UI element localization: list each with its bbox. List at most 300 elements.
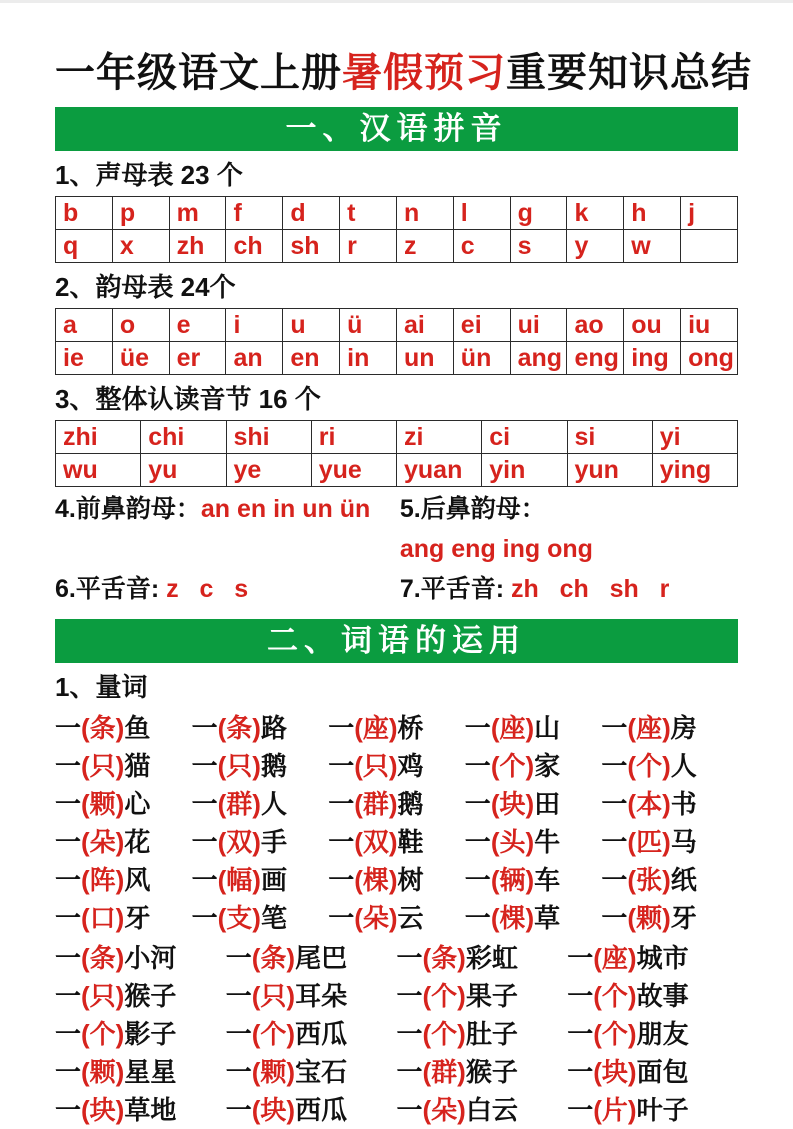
pinyin-cell: t bbox=[340, 197, 397, 230]
measure-word-item bbox=[465, 785, 602, 823]
pinyin-cell: g bbox=[510, 197, 567, 230]
pinyin-cell: ri bbox=[311, 421, 396, 454]
note-value: ang eng ing ong bbox=[399, 535, 593, 563]
measure-word-item bbox=[55, 1053, 226, 1091]
mw-measure: (颗) bbox=[81, 789, 125, 819]
mw-noun: 鞋 bbox=[397, 827, 424, 857]
mw-noun: 尾巴 bbox=[295, 943, 348, 973]
pinyin-cell: i bbox=[226, 309, 283, 342]
mw-prefix: 一 bbox=[396, 1019, 423, 1049]
mw-measure: (个) bbox=[593, 1019, 637, 1049]
mw-measure: (个) bbox=[251, 1019, 296, 1049]
pinyin-cell: zhi bbox=[56, 421, 141, 454]
measure-word-item bbox=[397, 977, 568, 1015]
mw-prefix: 一 bbox=[601, 751, 628, 781]
pinyin-cell: yun bbox=[567, 454, 652, 487]
note-row bbox=[55, 491, 738, 571]
mw-noun: 纸 bbox=[670, 865, 697, 895]
note-flat-tongue bbox=[55, 571, 400, 611]
mw-measure: (颗) bbox=[251, 1057, 296, 1087]
mw-measure: (座) bbox=[593, 943, 637, 973]
pinyin-cell: en bbox=[283, 342, 340, 375]
mw-noun: 人 bbox=[670, 751, 697, 781]
measure-word-item bbox=[328, 747, 465, 785]
measure-word-item bbox=[226, 977, 397, 1015]
measure-word-item bbox=[192, 823, 329, 861]
mw-noun: 车 bbox=[534, 865, 561, 895]
mw-measure: (块) bbox=[81, 1095, 125, 1125]
measure-word-item bbox=[601, 709, 738, 747]
mw-noun: 朋友 bbox=[636, 1019, 689, 1049]
mw-noun: 小河 bbox=[124, 943, 177, 973]
mw-measure: (块) bbox=[490, 789, 535, 819]
mw-measure: (座) bbox=[627, 713, 671, 743]
mw-prefix: 一 bbox=[601, 903, 628, 933]
measure-word-row bbox=[55, 977, 738, 1015]
mw-measure: (条) bbox=[81, 943, 125, 973]
note-label: 6.平舌音: bbox=[55, 575, 167, 603]
mw-measure: (匹) bbox=[627, 827, 671, 857]
measure-word-item bbox=[226, 939, 397, 977]
mw-prefix: 一 bbox=[464, 903, 491, 933]
mw-measure: (个) bbox=[490, 751, 535, 781]
pinyin-cell: u bbox=[283, 309, 340, 342]
mw-measure: (棵) bbox=[354, 865, 398, 895]
mw-noun: 草 bbox=[534, 903, 561, 933]
document-page bbox=[0, 49, 793, 1129]
measure-word-item bbox=[328, 785, 465, 823]
mw-prefix: 一 bbox=[396, 1057, 423, 1087]
measure-word-item bbox=[397, 939, 568, 977]
mw-noun: 影子 bbox=[124, 1019, 177, 1049]
table-row bbox=[56, 421, 738, 454]
measure-word-item bbox=[601, 899, 738, 937]
mw-measure: (个) bbox=[593, 981, 637, 1011]
mw-prefix: 一 bbox=[55, 865, 82, 895]
mw-noun: 牙 bbox=[670, 903, 697, 933]
pinyin-cell: ing bbox=[624, 342, 681, 375]
pinyin-cell bbox=[681, 230, 738, 263]
mw-noun: 马 bbox=[670, 827, 697, 857]
mw-prefix: 一 bbox=[225, 981, 252, 1011]
mw-measure: (辆) bbox=[490, 865, 535, 895]
measure-word-item bbox=[55, 1015, 226, 1053]
mw-measure: (座) bbox=[354, 713, 398, 743]
mw-prefix: 一 bbox=[55, 903, 82, 933]
mw-prefix: 一 bbox=[601, 827, 628, 857]
mw-measure: (条) bbox=[422, 943, 466, 973]
pinyin-cell: üe bbox=[112, 342, 169, 375]
mw-prefix: 一 bbox=[55, 789, 82, 819]
measure-word-item bbox=[567, 1015, 738, 1053]
mw-measure: (头) bbox=[490, 827, 535, 857]
initials-table bbox=[55, 196, 738, 263]
mw-measure: (只) bbox=[217, 751, 261, 781]
mw-prefix: 一 bbox=[225, 1095, 252, 1125]
note-value: zh ch sh r bbox=[511, 575, 670, 603]
mw-prefix: 一 bbox=[328, 713, 355, 743]
measure-word-item bbox=[328, 861, 465, 899]
measure-word-item bbox=[55, 785, 192, 823]
measure-word-grid-5col bbox=[55, 709, 738, 937]
heading-syllables: 3、整体认读音节 16 个 bbox=[55, 384, 321, 414]
mw-prefix: 一 bbox=[601, 865, 628, 895]
mw-measure: (个) bbox=[422, 981, 466, 1011]
measure-word-item bbox=[465, 861, 602, 899]
mw-prefix: 一 bbox=[328, 751, 355, 781]
mw-noun: 书 bbox=[670, 789, 697, 819]
table-row bbox=[56, 309, 738, 342]
pinyin-cell: ch bbox=[226, 230, 283, 263]
mw-measure: (群) bbox=[422, 1057, 466, 1087]
pinyin-cell: ye bbox=[226, 454, 311, 487]
table-row bbox=[56, 197, 738, 230]
measure-word-item bbox=[567, 939, 738, 977]
mw-prefix: 一 bbox=[328, 827, 355, 857]
mw-noun: 田 bbox=[534, 789, 561, 819]
mw-prefix: 一 bbox=[55, 1019, 82, 1049]
pinyin-cell: ai bbox=[396, 309, 453, 342]
mw-measure: (个) bbox=[81, 1019, 125, 1049]
measure-word-item bbox=[55, 899, 192, 937]
mw-noun: 面包 bbox=[636, 1057, 689, 1087]
page-top-edge bbox=[0, 0, 793, 3]
mw-measure: (块) bbox=[593, 1057, 637, 1087]
mw-noun: 牛 bbox=[534, 827, 561, 857]
pinyin-cell: yu bbox=[141, 454, 226, 487]
mw-prefix: 一 bbox=[464, 865, 491, 895]
pinyin-cell: r bbox=[340, 230, 397, 263]
pinyin-cell: w bbox=[624, 230, 681, 263]
pinyin-cell: ying bbox=[652, 454, 737, 487]
mw-prefix: 一 bbox=[328, 903, 355, 933]
measure-word-item bbox=[465, 747, 602, 785]
mw-prefix: 一 bbox=[225, 1019, 252, 1049]
pinyin-cell: ü bbox=[340, 309, 397, 342]
mw-noun: 人 bbox=[260, 789, 287, 819]
heading-measure-words: 1、量词 bbox=[55, 672, 148, 702]
note-label: 4.前鼻韵母： bbox=[55, 495, 201, 523]
mw-measure: (口) bbox=[81, 903, 125, 933]
measure-word-item bbox=[226, 1053, 397, 1091]
mw-prefix: 一 bbox=[55, 827, 82, 857]
mw-measure: (群) bbox=[217, 789, 261, 819]
heading-finals: 2、韵母表 24个 bbox=[55, 272, 236, 302]
mw-measure: (本) bbox=[627, 789, 671, 819]
note-back-nasal bbox=[400, 491, 738, 571]
pinyin-cell: un bbox=[396, 342, 453, 375]
mw-noun: 耳朵 bbox=[295, 981, 348, 1011]
mw-prefix: 一 bbox=[601, 789, 628, 819]
mw-prefix: 一 bbox=[55, 1095, 82, 1125]
pinyin-cell: yue bbox=[311, 454, 396, 487]
mw-prefix: 一 bbox=[567, 1057, 594, 1087]
mw-noun: 肚子 bbox=[465, 1019, 518, 1049]
measure-word-row bbox=[55, 939, 738, 977]
measure-word-row bbox=[55, 823, 738, 861]
mw-measure: (只) bbox=[251, 981, 296, 1011]
mw-measure: (个) bbox=[627, 751, 671, 781]
mw-measure: (棵) bbox=[490, 903, 535, 933]
mw-noun: 房 bbox=[670, 713, 697, 743]
measure-word-item bbox=[55, 1091, 226, 1129]
note-value: an en in un ün bbox=[200, 495, 371, 523]
section-banner-pinyin: 一、汉语拼音 bbox=[55, 107, 738, 151]
measure-word-item bbox=[55, 747, 192, 785]
mw-noun: 叶子 bbox=[636, 1095, 689, 1125]
measure-word-row bbox=[55, 1015, 738, 1053]
measure-word-item bbox=[192, 899, 329, 937]
measure-word-item bbox=[328, 899, 465, 937]
measure-word-row bbox=[55, 861, 738, 899]
mw-measure: (阵) bbox=[81, 865, 125, 895]
pinyin-cell: b bbox=[56, 197, 113, 230]
measure-word-item bbox=[465, 709, 602, 747]
pinyin-cell: k bbox=[567, 197, 624, 230]
mw-prefix: 一 bbox=[396, 1095, 423, 1125]
mw-measure: (片) bbox=[593, 1095, 637, 1125]
measure-word-item bbox=[601, 861, 738, 899]
title-highlight: 暑假预习 bbox=[342, 51, 506, 95]
pinyin-cell: a bbox=[56, 309, 113, 342]
mw-prefix: 一 bbox=[464, 789, 491, 819]
mw-noun: 手 bbox=[260, 827, 287, 857]
pinyin-cell: d bbox=[283, 197, 340, 230]
measure-word-item bbox=[55, 709, 192, 747]
mw-measure: (张) bbox=[627, 865, 671, 895]
mw-measure: (支) bbox=[217, 903, 261, 933]
mw-prefix: 一 bbox=[328, 789, 355, 819]
mw-measure: (条) bbox=[217, 713, 261, 743]
pinyin-cell: m bbox=[169, 197, 226, 230]
pinyin-cell: p bbox=[112, 197, 169, 230]
mw-noun: 心 bbox=[124, 789, 151, 819]
pinyin-cell: yuan bbox=[397, 454, 482, 487]
measure-word-item bbox=[328, 823, 465, 861]
measure-word-grid-4col bbox=[55, 939, 738, 1129]
mw-noun: 故事 bbox=[636, 981, 689, 1011]
note-label: 5.后鼻韵母： bbox=[399, 495, 546, 523]
pinyin-cell: ün bbox=[453, 342, 510, 375]
title-prefix: 一年级语文上册 bbox=[55, 51, 342, 95]
mw-prefix: 一 bbox=[464, 713, 491, 743]
mw-measure: (只) bbox=[81, 751, 125, 781]
measure-word-item bbox=[192, 785, 329, 823]
mw-noun: 星星 bbox=[124, 1057, 177, 1087]
pinyin-cell: ci bbox=[482, 421, 567, 454]
note-front-nasal bbox=[55, 491, 400, 571]
mw-prefix: 一 bbox=[464, 827, 491, 857]
mw-prefix: 一 bbox=[191, 827, 218, 857]
mw-noun: 宝石 bbox=[295, 1057, 348, 1087]
pinyin-cell: s bbox=[510, 230, 567, 263]
mw-measure: (幅) bbox=[217, 865, 261, 895]
measure-word-item bbox=[397, 1053, 568, 1091]
mw-prefix: 一 bbox=[191, 865, 218, 895]
mw-measure: (座) bbox=[490, 713, 535, 743]
measure-word-item bbox=[465, 899, 602, 937]
mw-measure: (只) bbox=[354, 751, 398, 781]
measure-word-item bbox=[192, 861, 329, 899]
pinyin-cell: an bbox=[226, 342, 283, 375]
measure-word-item bbox=[601, 823, 738, 861]
mw-prefix: 一 bbox=[191, 751, 218, 781]
title-suffix: 重要知识总结 bbox=[506, 51, 752, 95]
mw-prefix: 一 bbox=[396, 981, 423, 1011]
measure-word-item bbox=[192, 709, 329, 747]
mw-noun: 画 bbox=[260, 865, 287, 895]
mw-measure: (块) bbox=[251, 1095, 296, 1125]
mw-measure: (朵) bbox=[81, 827, 125, 857]
mw-noun: 鸡 bbox=[397, 751, 424, 781]
mw-noun: 云 bbox=[397, 903, 424, 933]
table-row bbox=[56, 230, 738, 263]
mw-measure: (双) bbox=[354, 827, 398, 857]
pinyin-cell: ou bbox=[624, 309, 681, 342]
measure-word-item bbox=[465, 823, 602, 861]
pinyin-cell: yin bbox=[482, 454, 567, 487]
measure-word-item bbox=[601, 747, 738, 785]
pinyin-cell: eng bbox=[567, 342, 624, 375]
mw-prefix: 一 bbox=[328, 865, 355, 895]
mw-noun: 鹅 bbox=[260, 751, 287, 781]
mw-noun: 城市 bbox=[636, 943, 689, 973]
measure-word-item bbox=[567, 977, 738, 1015]
pinyin-cell: ao bbox=[567, 309, 624, 342]
mw-measure: (只) bbox=[81, 981, 125, 1011]
mw-measure: (条) bbox=[251, 943, 296, 973]
measure-word-item bbox=[328, 709, 465, 747]
pinyin-cell: shi bbox=[226, 421, 311, 454]
measure-word-row bbox=[55, 899, 738, 937]
pinyin-cell: er bbox=[169, 342, 226, 375]
pinyin-notes bbox=[55, 491, 738, 611]
mw-noun: 树 bbox=[397, 865, 424, 895]
pinyin-cell: iu bbox=[681, 309, 738, 342]
mw-prefix: 一 bbox=[396, 943, 423, 973]
measure-word-item bbox=[567, 1053, 738, 1091]
measure-word-item bbox=[55, 977, 226, 1015]
mw-measure: (群) bbox=[354, 789, 398, 819]
mw-prefix: 一 bbox=[567, 1095, 594, 1125]
mw-measure: (颗) bbox=[81, 1057, 125, 1087]
mw-prefix: 一 bbox=[191, 789, 218, 819]
pinyin-cell: ei bbox=[453, 309, 510, 342]
measure-word-row bbox=[55, 1091, 738, 1129]
measure-word-item bbox=[567, 1091, 738, 1129]
mw-prefix: 一 bbox=[55, 943, 82, 973]
mw-measure: (条) bbox=[81, 713, 125, 743]
mw-noun: 鹅 bbox=[397, 789, 424, 819]
measure-word-item bbox=[55, 861, 192, 899]
note-curled-tongue bbox=[400, 571, 738, 611]
mw-noun: 草地 bbox=[124, 1095, 177, 1125]
pinyin-cell: wu bbox=[56, 454, 141, 487]
mw-noun: 路 bbox=[260, 713, 287, 743]
measure-word-item bbox=[192, 747, 329, 785]
mw-noun: 牙 bbox=[124, 903, 151, 933]
pinyin-cell: sh bbox=[283, 230, 340, 263]
mw-noun: 西瓜 bbox=[295, 1019, 348, 1049]
pinyin-cell: ang bbox=[510, 342, 567, 375]
measure-word-row bbox=[55, 785, 738, 823]
mw-noun: 果子 bbox=[465, 981, 518, 1011]
mw-noun: 彩虹 bbox=[465, 943, 518, 973]
measure-word-item bbox=[397, 1015, 568, 1053]
note-value: z c s bbox=[166, 575, 249, 603]
mw-noun: 桥 bbox=[397, 713, 424, 743]
pinyin-cell: ui bbox=[510, 309, 567, 342]
pinyin-cell: z bbox=[396, 230, 453, 263]
table-row bbox=[56, 342, 738, 375]
measure-word-row bbox=[55, 1053, 738, 1091]
note-row bbox=[55, 571, 738, 611]
mw-noun: 风 bbox=[124, 865, 151, 895]
mw-noun: 西瓜 bbox=[295, 1095, 348, 1125]
mw-noun: 鱼 bbox=[124, 713, 151, 743]
mw-prefix: 一 bbox=[55, 713, 82, 743]
mw-prefix: 一 bbox=[55, 1057, 82, 1087]
mw-prefix: 一 bbox=[567, 981, 594, 1011]
mw-measure: (朵) bbox=[354, 903, 398, 933]
mw-measure: (颗) bbox=[627, 903, 671, 933]
mw-measure: (双) bbox=[217, 827, 261, 857]
mw-noun: 家 bbox=[534, 751, 561, 781]
mw-prefix: 一 bbox=[55, 981, 82, 1011]
pinyin-cell: zh bbox=[169, 230, 226, 263]
pinyin-cell: l bbox=[453, 197, 510, 230]
measure-word-row bbox=[55, 709, 738, 747]
pinyin-cell: chi bbox=[141, 421, 226, 454]
measure-word-item bbox=[226, 1015, 397, 1053]
pinyin-cell: ie bbox=[56, 342, 113, 375]
mw-measure: (个) bbox=[422, 1019, 466, 1049]
pinyin-cell: zi bbox=[397, 421, 482, 454]
pinyin-cell: yi bbox=[652, 421, 737, 454]
mw-prefix: 一 bbox=[191, 713, 218, 743]
table-row bbox=[56, 454, 738, 487]
mw-noun: 白云 bbox=[465, 1095, 518, 1125]
section-banner-words: 二、词语的运用 bbox=[55, 619, 738, 663]
finals-table bbox=[55, 308, 738, 375]
syllables-table bbox=[55, 420, 738, 487]
mw-prefix: 一 bbox=[225, 943, 252, 973]
mw-measure: (朵) bbox=[422, 1095, 466, 1125]
mw-prefix: 一 bbox=[567, 943, 594, 973]
mw-noun: 猴子 bbox=[465, 1057, 518, 1087]
pinyin-cell: y bbox=[567, 230, 624, 263]
pinyin-cell: n bbox=[396, 197, 453, 230]
measure-word-item bbox=[226, 1091, 397, 1129]
pinyin-cell: h bbox=[624, 197, 681, 230]
mw-prefix: 一 bbox=[567, 1019, 594, 1049]
mw-prefix: 一 bbox=[191, 903, 218, 933]
mw-prefix: 一 bbox=[601, 713, 628, 743]
measure-word-item bbox=[55, 939, 226, 977]
mw-noun: 山 bbox=[534, 713, 561, 743]
mw-prefix: 一 bbox=[225, 1057, 252, 1087]
note-label: 7.平舌音: bbox=[399, 575, 511, 603]
pinyin-cell: q bbox=[56, 230, 113, 263]
pinyin-cell: ong bbox=[681, 342, 738, 375]
pinyin-cell: in bbox=[340, 342, 397, 375]
measure-word-row bbox=[55, 747, 738, 785]
mw-noun: 猴子 bbox=[124, 981, 177, 1011]
mw-prefix: 一 bbox=[464, 751, 491, 781]
mw-prefix: 一 bbox=[55, 751, 82, 781]
mw-noun: 猫 bbox=[124, 751, 151, 781]
pinyin-cell: j bbox=[681, 197, 738, 230]
